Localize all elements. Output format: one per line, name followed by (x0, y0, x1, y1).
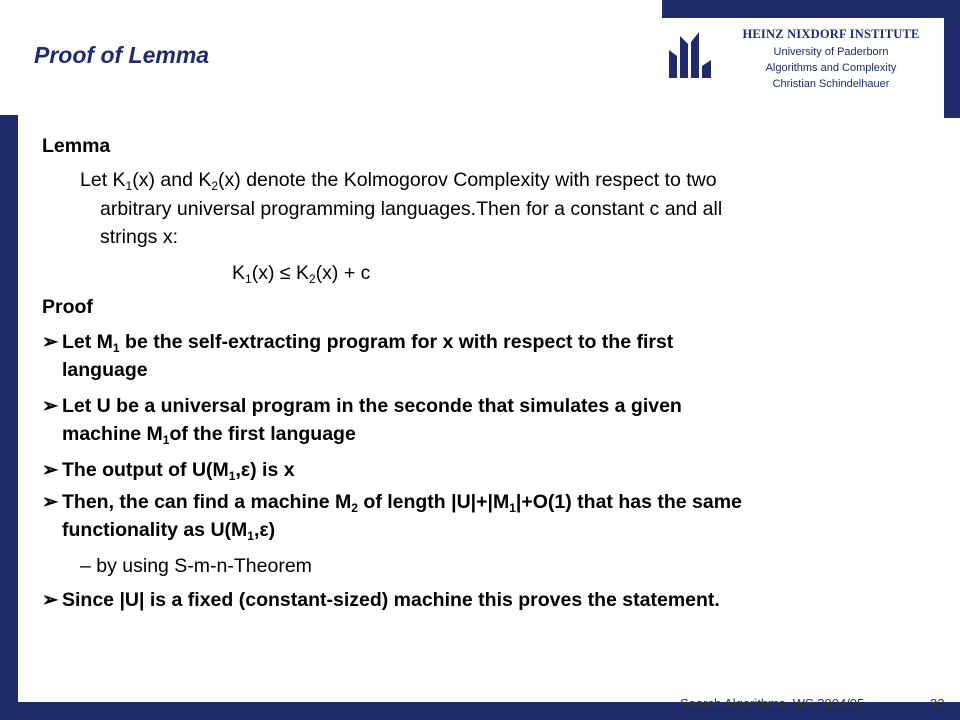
bullet-1-cont: language (62, 359, 148, 381)
bullet-arrow-icon: ➢ (42, 459, 59, 481)
slide-title: Proof of Lemma (34, 42, 210, 68)
top-right-border-band (662, 0, 960, 18)
bullet-4: ➢ Then, the can find a machine $M_2$ of length $|U|+|M_1|+O(1)$ that has the same (42, 491, 742, 515)
bullet-arrow-icon: ➢ (42, 589, 59, 611)
university-logo-icon (667, 30, 713, 80)
bullet-5: ➢ Since |U| is a fixed (constant-sized) machine this proves the statement. (42, 589, 720, 611)
lemma-text-line3: strings x: (100, 226, 179, 248)
institute-name: HEINZ NIXDORF INSTITUTE (742, 27, 920, 41)
bullet-1: ➢ Let $M_1$ be the self-extracting program for x with respect to the first (42, 331, 674, 355)
bullet-arrow-icon: ➢ (42, 491, 59, 513)
lemma-heading: Lemma (42, 135, 111, 157)
bullet-4-cont: functionality as $U(M_1,\varepsilon)$ (62, 519, 276, 543)
page-number: 32 (930, 696, 945, 711)
bullet-2-cont: machine $M_1of$ the first language (62, 423, 356, 447)
bullet-2: ➢ Let U be a universal program in the seconde that simulates a given (42, 395, 682, 417)
left-border-band (0, 115, 18, 703)
institute-block (716, 27, 946, 90)
bullet-arrow-icon: ➢ (42, 331, 59, 353)
bullet-arrow-icon: ➢ (42, 395, 59, 417)
right-border-band (944, 0, 960, 118)
lemma-text-line2: arbitrary universal programming languages.Then for a constant c and all (100, 198, 723, 220)
sub-item: – by using S-m-n-Theorem (80, 555, 312, 577)
footer-course: Search Algorithms, WS 2004/05 (680, 696, 865, 711)
lemma-text-line1: Let $K_1(x)$ and $K_2(x)$ denote the Kolmogorov Complexity with respect to two (80, 169, 717, 193)
proof-heading: Proof (42, 296, 93, 318)
lemma-formula: $K_1(x) \le K_2(x) + c$ (232, 262, 371, 286)
bullet-3: ➢ The output of $U(M_1,\varepsilon)$ is x (42, 459, 295, 483)
institute-author: Christian Schindelhauer (772, 78, 890, 90)
institute-university: University of Paderborn (773, 46, 889, 58)
institute-group: Algorithms and Complexity (765, 62, 897, 74)
